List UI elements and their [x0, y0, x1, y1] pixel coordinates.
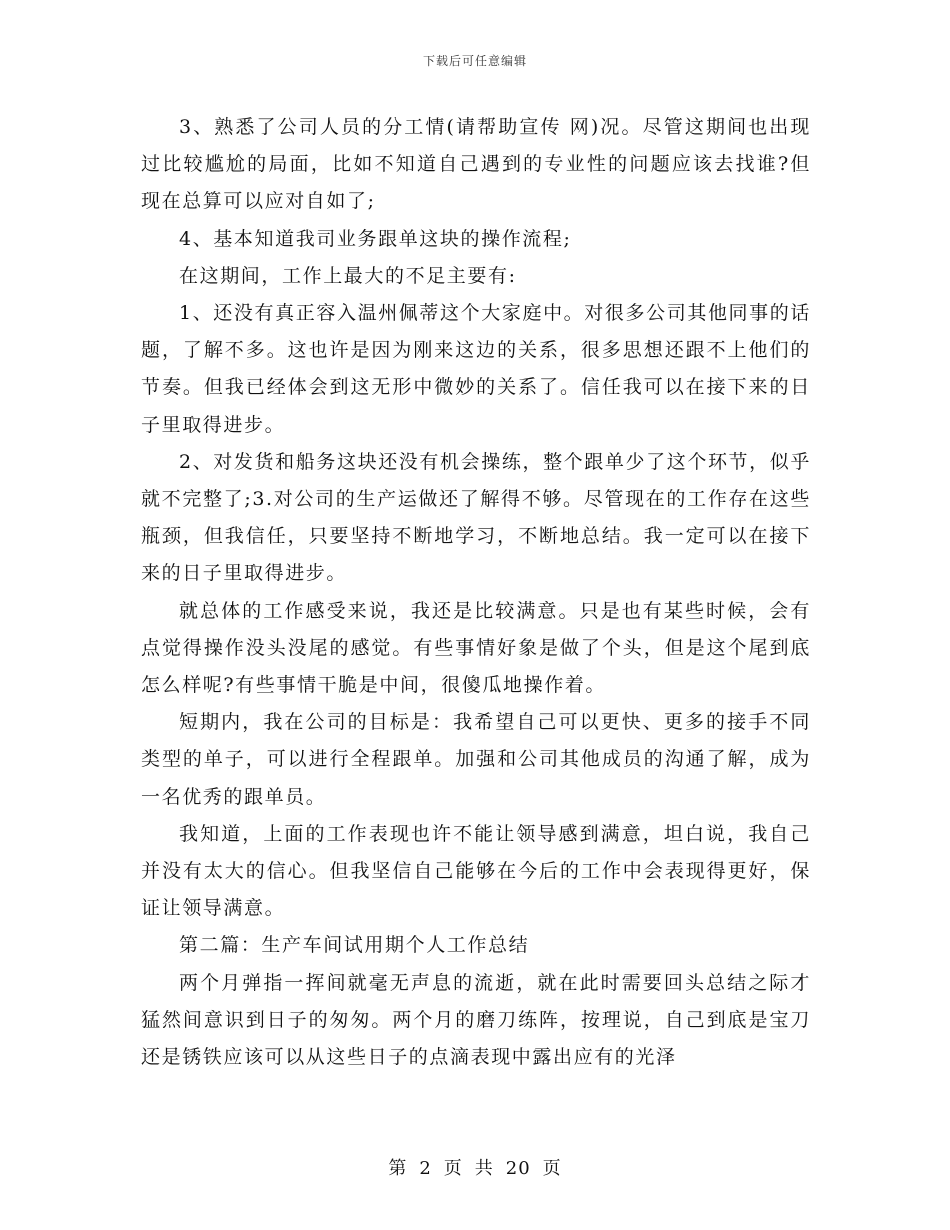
section-title: 第二篇：生产车间试用期个人工作总结 — [179, 934, 530, 957]
paragraph-section-intro: 两个月弹指一挥间就毫无声息的流逝，就在此时需要回头总结之际才猛然间意识到日子的匆匆。两个月的磨刀练阵，按理说，自己到底是宝刀还是锈铁应该可以从这些日子的点滴表现中露出应有的光泽 — [141, 971, 811, 1069]
page-footer — [0, 1154, 950, 1180]
paragraph-short-term-goal: 短期内，我在公司的目标是：我希望自己可以更快、更多的接手不同类型的单子，可以进行全程跟单。加强和公司其他成员的沟通了解，成为一名优秀的跟单员。 — [141, 711, 811, 808]
footer-page-number: 2 — [419, 1158, 432, 1179]
footer-page-label: 第 — [388, 1158, 408, 1179]
paragraph-shortcoming-1: 1、还没有真正容入温州佩蒂这个大家庭中。对很多公司其他同事的话题，了解不多。这也许是因为刚来这边的关系，很多思想还跟不上他们的节奏。但我已经体会到这无形中微妙的关系了。信任我可以在接下来的日子里取得进步。 — [141, 302, 811, 436]
footer-total-unit: 页 — [542, 1158, 562, 1179]
paragraph-overall-feeling: 就总体的工作感受来说，我还是比较满意。只是也有某些时候，会有点觉得操作没头没尾的感觉。有些事情好象是做了个头，但是这个尾到底怎么样呢?有些事情干脆是中间，很傻瓜地操作着。 — [141, 599, 811, 697]
paragraph-familiar-staff: 3、熟悉了公司人员的分工情(请帮助宣传 网)况。尽管这期间也出现过比较尴尬的局面，比如不知道自己遇到的专业性的问题应该去找谁?但现在总算可以应对自如了; — [141, 116, 811, 213]
paragraph-conclusion: 我知道，上面的工作表现也许不能让领导感到满意，坦白说，我自己并没有太大的信心。但我坚信自己能够在今后的工作中会表现得更好，保证让领导满意。 — [141, 822, 811, 920]
paragraph-shortcoming-2: 2、对发货和船务这块还没有机会操练，整个跟单少了这个环节，似乎就不完整了;3.对公司的生产运做还了解得不够。尽管现在的工作存在这些瓶颈，但我信任，只要坚持不断地学习，不断地总结。我一定可以在接下来的日子里取得进步。 — [141, 450, 811, 585]
paragraph-shortcomings-intro: 在这期间，工作上最大的不足主要有: — [179, 264, 517, 287]
footer-total-pages: 20 — [505, 1158, 531, 1179]
footer-page-unit: 页 — [443, 1158, 463, 1179]
paragraph-workflow: 4、基本知道我司业务跟单这块的操作流程; — [179, 227, 572, 250]
footer-total-label: 共 — [474, 1158, 494, 1179]
document-body — [141, 109, 811, 1076]
page-header: 下载后可任意编辑 — [422, 54, 527, 68]
